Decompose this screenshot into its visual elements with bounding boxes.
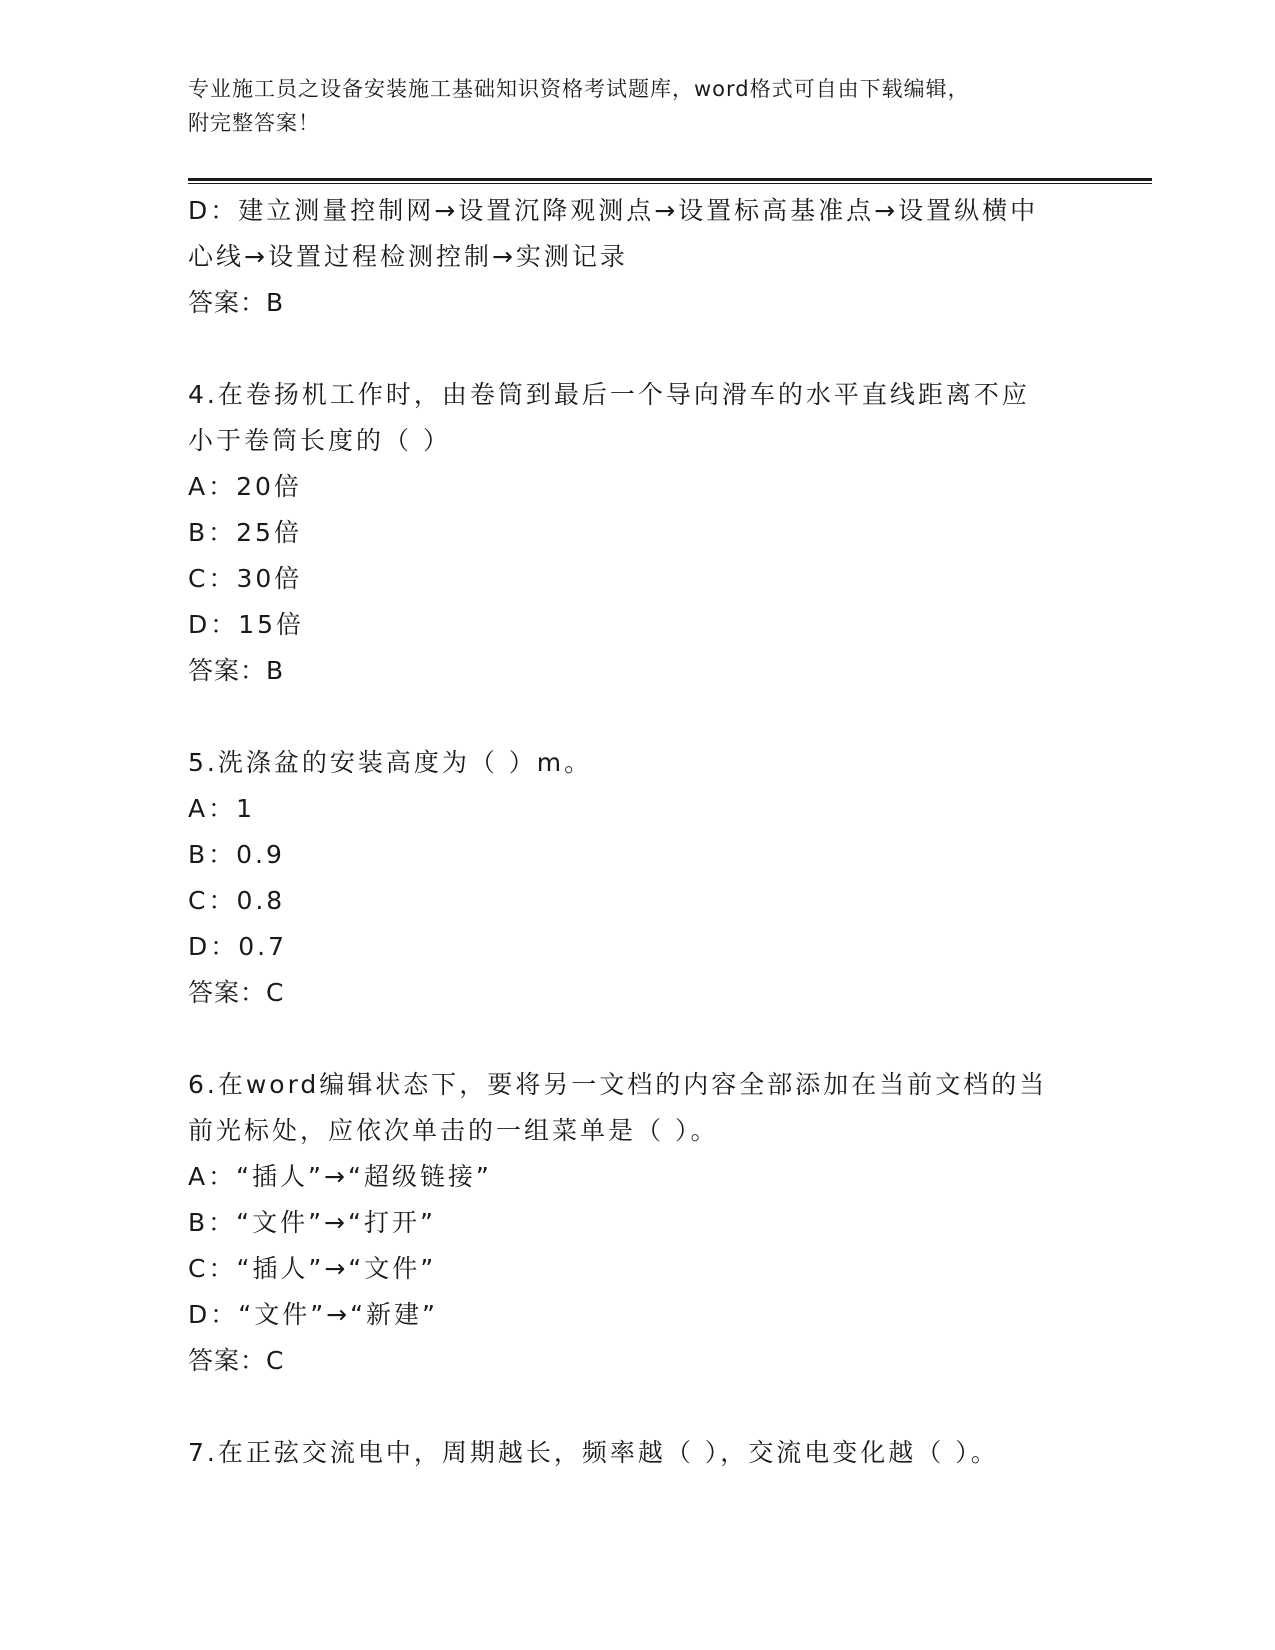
header-line-1: 专业施工员之设备安装施工基础知识资格考试题库，word格式可自由下载编辑， xyxy=(188,77,970,101)
answer: 答案：B xyxy=(188,288,285,317)
option-c: C：0.8 xyxy=(188,886,286,915)
option-d: D：0.7 xyxy=(188,932,288,961)
question-3-tail xyxy=(188,188,1088,326)
question-5 xyxy=(188,740,1088,1016)
option-a: A：20倍 xyxy=(188,472,302,501)
spacer xyxy=(188,1016,1088,1062)
question-stem-continued: 小于卷筒长度的（ ） xyxy=(188,426,451,455)
document-header xyxy=(188,72,1088,140)
option-c: C：“插人”→“文件” xyxy=(188,1254,437,1283)
option-d: D：建立测量控制网→设置沉降观测点→设置标高基准点→设置纵横中 xyxy=(188,196,1039,225)
question-7 xyxy=(188,1430,1088,1476)
question-stem: 6.在word编辑状态下，要将另一文档的内容全部添加在当前文档的当 xyxy=(188,1070,1048,1099)
question-6 xyxy=(188,1062,1088,1384)
header-line-2: 附完整答案！ xyxy=(188,111,320,135)
option-c: C：30倍 xyxy=(188,564,303,593)
question-4 xyxy=(188,372,1088,694)
spacer xyxy=(188,1384,1088,1430)
option-a: A：1 xyxy=(188,794,256,823)
question-stem: 7.在正弦交流电中，周期越长，频率越（ ），交流电变化越（ ）。 xyxy=(188,1438,999,1467)
answer: 答案：C xyxy=(188,1346,285,1375)
header-divider-thin xyxy=(188,183,1152,184)
question-list xyxy=(188,188,1088,1476)
option-b: B：25倍 xyxy=(188,518,302,547)
question-stem-continued: 前光标处，应依次单击的一组菜单是（ ）。 xyxy=(188,1116,719,1145)
option-d-continued: 心线→设置过程检测控制→实测记录 xyxy=(188,242,628,271)
question-stem: 4.在卷扬机工作时，由卷筒到最后一个导向滑车的水平直线距离不应 xyxy=(188,380,1030,409)
option-d: D：15倍 xyxy=(188,610,305,639)
spacer xyxy=(188,694,1088,740)
answer: 答案：C xyxy=(188,978,285,1007)
option-b: B：0.9 xyxy=(188,840,285,869)
option-d: D：“文件”→“新建” xyxy=(188,1300,439,1329)
option-b: B：“文件”→“打开” xyxy=(188,1208,436,1237)
spacer xyxy=(188,326,1088,372)
option-a: A：“插人”→“超级链接” xyxy=(188,1162,492,1191)
answer: 答案：B xyxy=(188,656,285,685)
question-stem: 5.洗涤盆的安装高度为（ ）m。 xyxy=(188,748,593,777)
header-divider-thick xyxy=(188,178,1152,181)
